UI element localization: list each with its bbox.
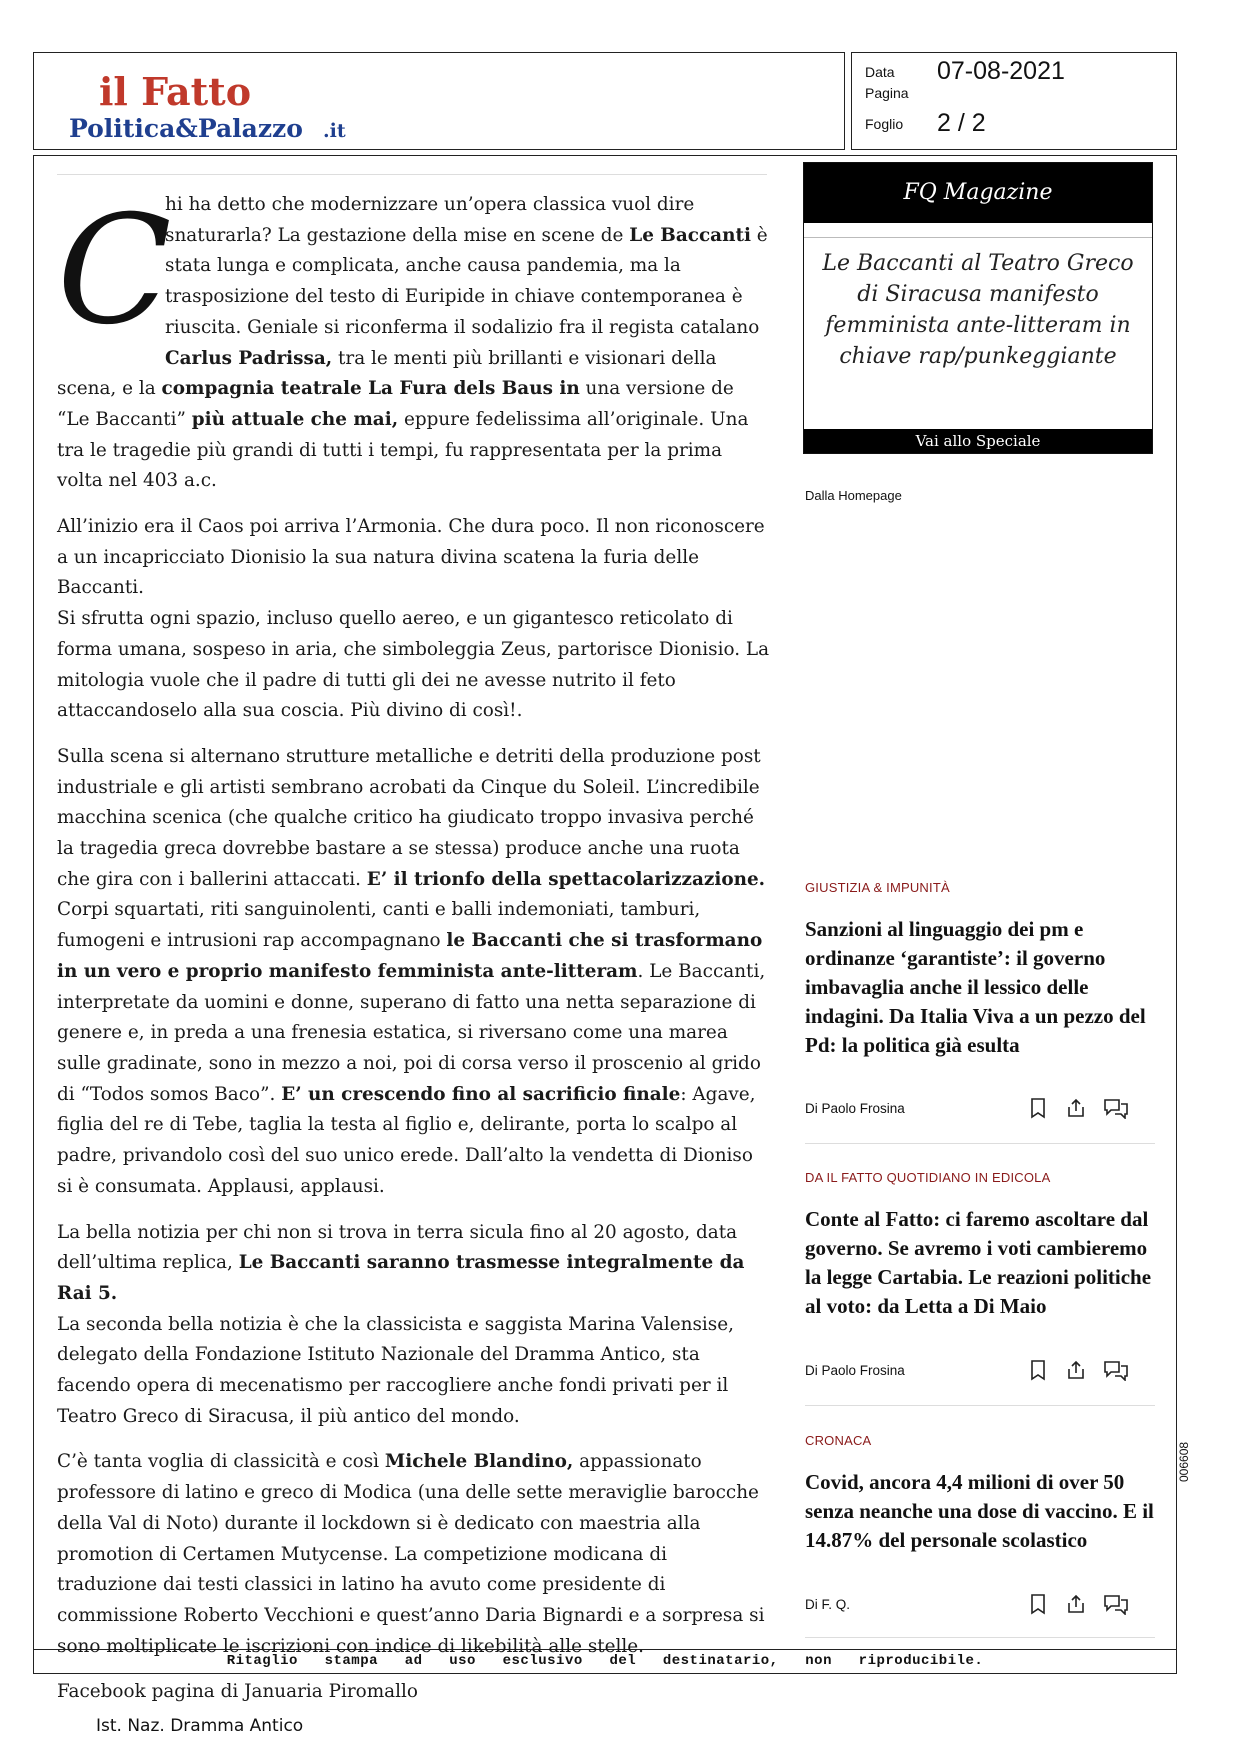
share-icon[interactable] (1065, 1359, 1087, 1381)
story-3[interactable] (805, 1433, 1155, 1555)
story-1[interactable] (805, 880, 1155, 1060)
story-author: Di F. Q. (805, 1596, 851, 1612)
paragraph-4b: La seconda bella notizia è che la classicista e saggista Marina Valensise, delegato della Fondazione Istituto Nazionale del Dramma Antico, sta facendo opera di mecenatismo per raccogliere anche fondi privati per il Teatro Greco di Siracusa, il più antico del mondo. (57, 1313, 734, 1427)
text-run: tra le menti più brillanti e visionari della scena, e la (57, 347, 717, 400)
story-3-meta (805, 1593, 1155, 1615)
fq-magazine-promo[interactable] (803, 162, 1153, 454)
text-run: E’ un crescendo fino al sacrificio finale (281, 1083, 681, 1105)
story-title[interactable]: Conte al Fatto: ci faremo ascoltare dal governo. Se avremo i voti cambieremo la legge Cartabia. Le reazioni politiche al voto: da Letta a Di Maio (805, 1207, 1152, 1318)
paragraph-4 (57, 1218, 772, 1433)
top-divider (57, 174, 767, 175)
paragraph-2b: Si sfrutta ogni spazio, incluso quello aereo, e un gigantesco reticolato di forma umana, sospeso in aria, che simboleggia Zeus, partorisce Dionisio. La mitologia vuole che il padre di tutti gli dei ne avesse nutrito il feto attaccandoselo alla sua coscia. Più divino di così!. (57, 608, 770, 722)
sheet-value: 2 / 2 (937, 109, 986, 137)
text-run: Corpi squartati, riti sanguinolenti, canti e balli indemoniati, tamburi, fumogeni e intrusioni rap accompagnano (57, 899, 701, 952)
comment-icon[interactable] (1103, 1593, 1125, 1615)
source-label: Ist. Naz. Dramma Antico (96, 1716, 304, 1736)
paragraph-2a: All’inizio era il Caos poi arriva l’Armonia. Che dura poco. Il non riconoscere a un incapricciato Dionisio la sua natura divina scatena la furia delle Baccanti. (57, 516, 765, 599)
promo-separator (804, 223, 1152, 238)
bookmark-icon[interactable] (1027, 1097, 1049, 1119)
story-divider (805, 1143, 1155, 1144)
date-value: 07-08-2021 (937, 57, 1065, 85)
share-icon[interactable] (1065, 1097, 1087, 1119)
text-run: . Le Baccanti, interpretate da uomini e donne, superano di fatto una netta separazione di genere e, in preda a una frenesia estatica, si riversano come una marea sulle gradinate, sono in mezzo a noi, poi di corsa verso il proscenio al grido di “Todos somos Baco”. (57, 960, 766, 1105)
paragraph-5 (57, 1447, 772, 1662)
paragraph-6: Facebook pagina di Januaria Piromallo (57, 1681, 418, 1703)
story-2-meta (805, 1359, 1155, 1381)
text-run: Le Baccanti saranno trasmesse integralmente da Rai 5. (57, 1252, 745, 1304)
story-author: Di Paolo Frosina (805, 1362, 905, 1378)
comment-icon[interactable] (1103, 1359, 1125, 1381)
text-run: : Agave, figlia del re di Tebe, taglia la testa al figlio e, delirante, porta lo scalpo al padre, privandolo così del suo unico erede. Dall’alto la vendetta di Dioniso si è consumata. Applausi, applausi. (57, 1083, 756, 1197)
story-category[interactable]: CRONACA (805, 1433, 872, 1448)
story-category[interactable]: DA IL FATTO QUOTIDIANO IN EDICOLA (805, 1170, 1051, 1185)
header-meta-box (851, 52, 1177, 150)
date-label: Data (865, 63, 895, 80)
promo-heading: FQ Magazine (804, 163, 1152, 223)
story-title[interactable]: Sanzioni al linguaggio dei pm e ordinanze ‘garantiste’: il governo imbavaglia anche il lessico delle indagini. Da Italia Viva a un pezzo del Pd: la politica già esulta (805, 917, 1146, 1057)
promo-link[interactable]: Vai allo Speciale (804, 429, 1152, 453)
paragraph-2 (57, 512, 772, 727)
side-code: 006608 (1177, 1441, 1191, 1482)
text-run: più attuale che mai, (191, 408, 399, 430)
date-row (865, 57, 1065, 86)
text-run: eppure fedelissima all’originale. Una tra le tragedie più grandi di tutti i tempi, fu rappresentata per la prima volta nel 403 a.c. (57, 408, 749, 492)
story-title[interactable]: Covid, ancora 4,4 milioni di over 50 senza neanche una dose di vaccino. E il 14.87% del personale scolastico (805, 1470, 1154, 1552)
text-run: una versione de “Le Baccanti” (57, 378, 734, 430)
text-run: compagnia teatrale La Fura dels Baus in (161, 378, 580, 400)
logo-line2: Politica&Palazzo (69, 114, 303, 141)
text-run: La bella notizia per chi non si trova in terra sicula fino al 20 agosto, data dell’ultima replica, (57, 1221, 738, 1274)
sheet-row (865, 109, 986, 138)
story-2[interactable] (805, 1170, 1155, 1321)
comment-icon[interactable] (1103, 1097, 1125, 1119)
text-run: le Baccanti che si trasformano in un vero e proprio manifesto femminista ante-litteram (57, 930, 763, 982)
logo-suffix: .it (323, 120, 346, 141)
text-run: E’ il trionfo della spettacolarizzazione. (366, 868, 766, 890)
dropcap: C (57, 184, 172, 358)
text-run: Le Baccanti (629, 224, 751, 246)
share-icon[interactable] (1065, 1593, 1087, 1615)
paragraph-1 (57, 184, 772, 497)
promo-text: Le Baccanti al Teatro Greco di Siracusa manifesto femminista ante-litteram in chiave rap/punkeggiante (822, 251, 1134, 369)
fatto-logo (69, 59, 529, 141)
sheet-label: Foglio (865, 115, 904, 132)
bookmark-icon[interactable] (1027, 1593, 1049, 1615)
text-run: Carlus Padrissa, (165, 347, 333, 369)
text-run: Michele Blandino, (384, 1451, 574, 1473)
story-divider (805, 1405, 1155, 1406)
logo-line1: il Fatto (99, 69, 252, 114)
story-category[interactable]: GIUSTIZIA & IMPUNITÀ (805, 880, 950, 895)
page-row (865, 85, 937, 101)
text-run: è stata lunga e complicata, anche causa pandemia, ma la trasposizione del testo di Euripide in chiave contemporanea è riuscita. Geniale si riconferma il sodalizio fra il regista catalano (165, 224, 768, 338)
story-divider (805, 1637, 1155, 1638)
bookmark-icon[interactable] (1027, 1359, 1049, 1381)
text-run: Sulla scena si alternano strutture metalliche e detriti della produzione post industriale e gli artisti sembrano acrobati da Cinque du Soleil. L’incredibile macchina scenica (che qualche critico ha giudicato troppo invasiva perché la tragedia greca dovrebbe bastare a se stessa) produce anche una ruota che gira con i ballerini attaccati. (57, 745, 761, 890)
clipping-disclaimer: Ritaglio stampa ad uso esclusivo del destinatario, non riproducibile. (33, 1650, 1177, 1674)
text-run: C’è tanta voglia di classicità e così (57, 1451, 385, 1473)
page-label: Pagina (865, 85, 909, 101)
article-body (57, 184, 772, 1723)
homepage-label: Dalla Homepage (805, 488, 902, 503)
paragraph-3 (57, 742, 772, 1203)
story-1-meta (805, 1097, 1155, 1119)
text-run: appassionato professore di latino e greco di Modica (una delle sette meraviglie barocche della Val di Noto) durante il lockdown si è dedicato con maestria alla promotion di Certamen Mutycense. La competizione modicana di traduzione dai testi classici in latino ha avuto come presidente di commissione Roberto Vecchioni e quest’anno Daria Bignardi e a sorpresa si sono moltiplicate le iscrizioni con indice di likebilità alle stelle. (57, 1451, 765, 1657)
story-author: Di Paolo Frosina (805, 1100, 905, 1116)
text-run: hi ha detto che modernizzare un’opera classica vuol dire snaturarla? La gestazione della mise en scene de (165, 194, 695, 246)
header-logo-box (33, 52, 845, 150)
